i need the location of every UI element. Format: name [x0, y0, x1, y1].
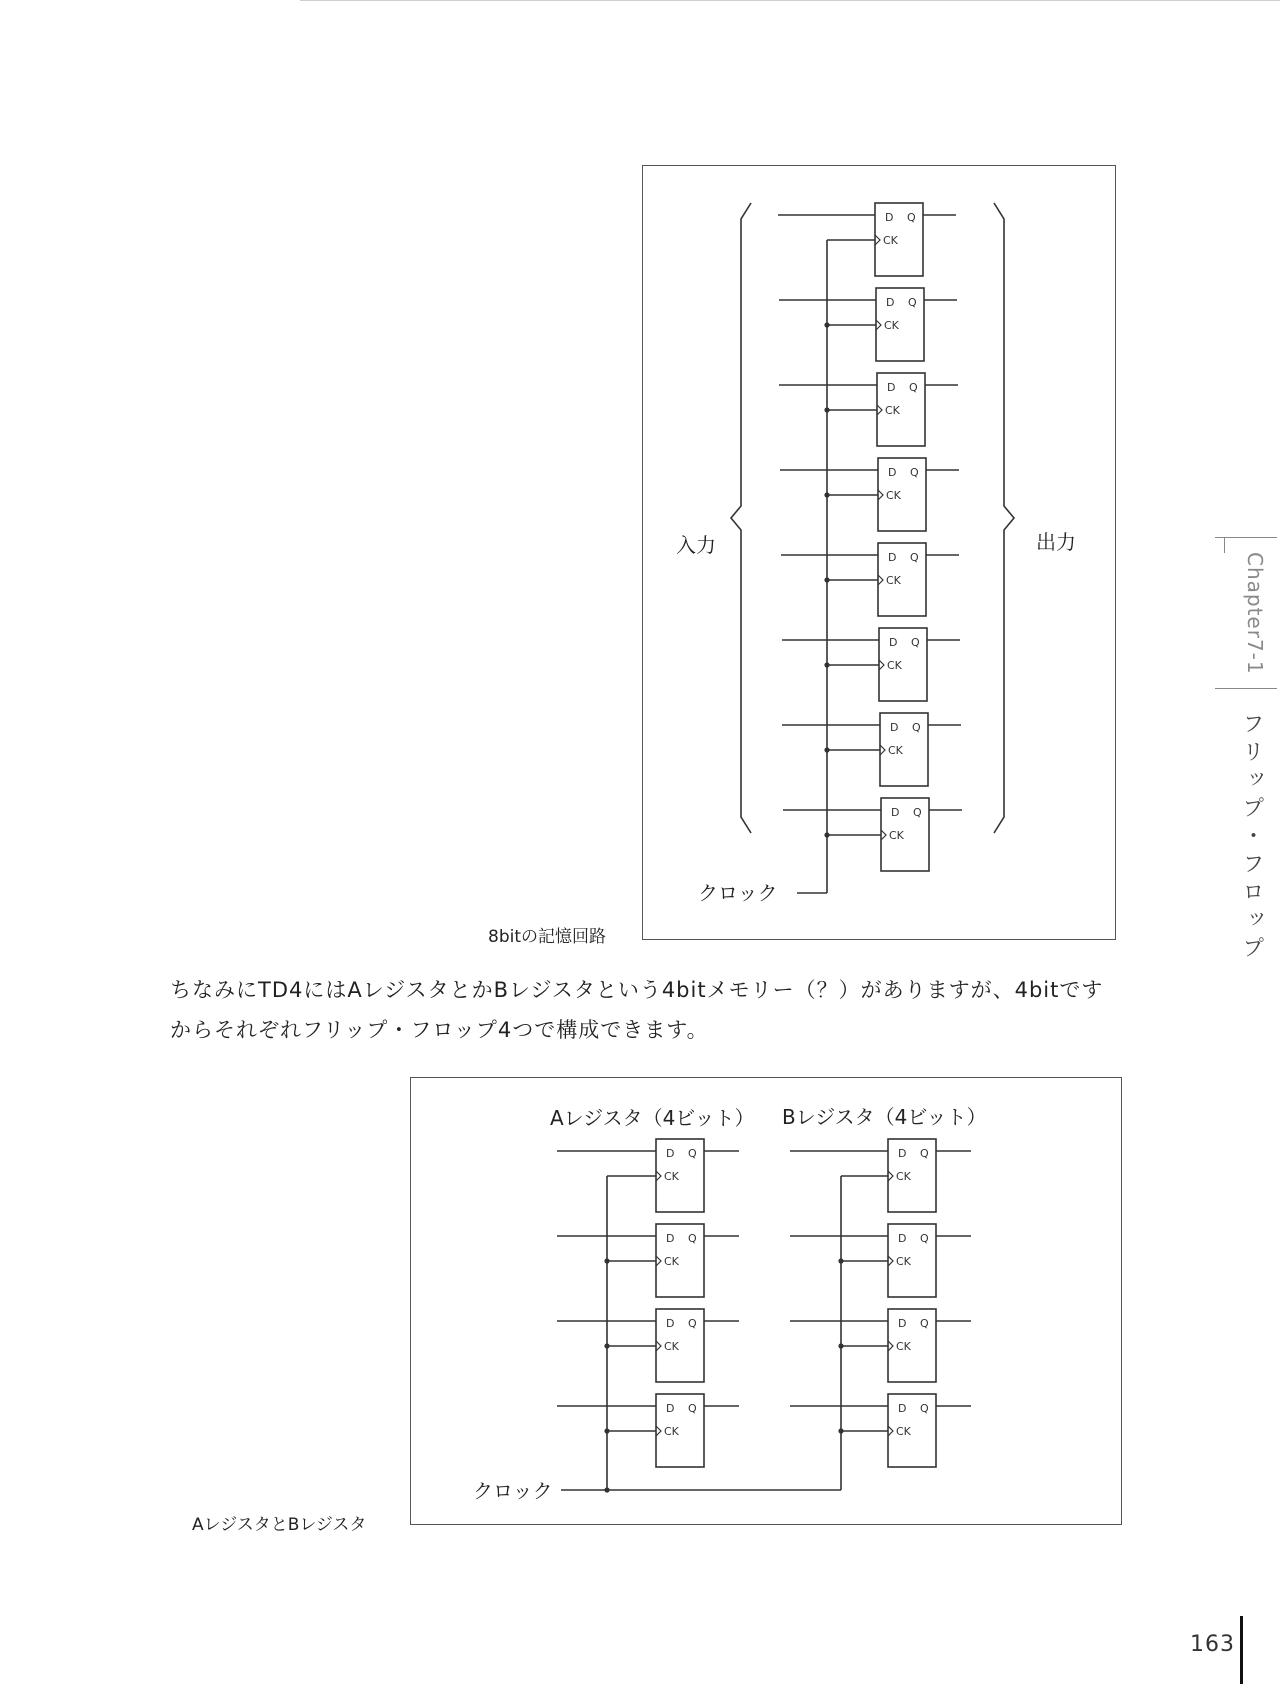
fig2-junction-dot	[604, 1487, 609, 1492]
fig1-pin-ck-label: CK	[887, 659, 902, 672]
side-tab-chapter: Chapter7-1	[1243, 552, 1267, 675]
reg-b-pin-ck-label: CK	[896, 1255, 911, 1268]
fig1-output-label: 出力	[1036, 530, 1076, 554]
fig1-clock-label: クロック	[698, 881, 778, 905]
fig1-pin-q-label: Q	[909, 381, 918, 394]
reg-a-pin-d-label: D	[666, 1232, 675, 1245]
side-tab-title: フリップ・フロップ	[1239, 712, 1264, 964]
fig1-pin-ck-label: CK	[884, 319, 899, 332]
figure-8bit-memory-caption: 8bitの記憶回路	[488, 927, 606, 947]
fig1-pin-q-label: Q	[910, 551, 919, 564]
reg-a-pin-q-label: Q	[688, 1147, 697, 1160]
reg-a-pin-ck-label: CK	[664, 1255, 679, 1268]
fig1-input-label: 入力	[676, 533, 716, 557]
reg-b-pin-q-label: Q	[920, 1317, 929, 1330]
reg-b-pin-ck-label: CK	[896, 1340, 911, 1353]
fig1-pin-q-label: Q	[912, 721, 921, 734]
fig1-pin-d-label: D	[889, 636, 898, 649]
fig1-pin-d-label: D	[888, 466, 897, 479]
reg-b-pin-ck-label: CK	[896, 1425, 911, 1438]
reg-a-pin-q-label: Q	[688, 1232, 697, 1245]
fig1-pin-ck-label: CK	[886, 489, 901, 502]
figure-registers-caption: AレジスタとBレジスタ	[192, 1515, 367, 1535]
fig1-pin-d-label: D	[891, 806, 900, 819]
fig1-pin-d-label: D	[885, 211, 894, 224]
reg-b-pin-q-label: Q	[920, 1147, 929, 1160]
fig1-pin-q-label: Q	[908, 296, 917, 309]
paragraph-line-1: ちなみにTD4にはAレジスタとかBレジスタという4bitメモリー（？）がありますが、4bitです	[170, 978, 1104, 1002]
reg-a-pin-d-label: D	[666, 1402, 675, 1415]
fig1-pin-q-label: Q	[913, 806, 922, 819]
reg-a-pin-d-label: D	[666, 1317, 675, 1330]
reg-b-pin-ck-label: CK	[896, 1170, 911, 1183]
fig2-clock-label: クロック	[473, 1479, 553, 1503]
fig1-pin-ck-label: CK	[889, 829, 904, 842]
reg-a-pin-ck-label: CK	[664, 1425, 679, 1438]
side-tab-divider-middle	[1215, 688, 1277, 689]
reg-b-pin-d-label: D	[898, 1317, 907, 1330]
reg-a-pin-ck-label: CK	[664, 1340, 679, 1353]
fig1-pin-d-label: D	[887, 381, 896, 394]
page-edge-mark	[1240, 1616, 1243, 1684]
reg-b-pin-d-label: D	[898, 1147, 907, 1160]
reg-b-pin-d-label: D	[898, 1402, 907, 1415]
register-b-label: Bレジスタ（4ビット）	[782, 1105, 987, 1129]
fig1-pin-ck-label: CK	[885, 404, 900, 417]
reg-a-pin-ck-label: CK	[664, 1170, 679, 1183]
fig1-pin-d-label: D	[890, 721, 899, 734]
fig1-pin-q-label: Q	[907, 211, 916, 224]
reg-a-pin-q-label: Q	[688, 1317, 697, 1330]
reg-b-pin-d-label: D	[898, 1232, 907, 1245]
fig1-pin-d-label: D	[886, 296, 895, 309]
reg-a-pin-d-label: D	[666, 1147, 675, 1160]
fig1-pin-q-label: Q	[910, 466, 919, 479]
reg-b-pin-q-label: Q	[920, 1402, 929, 1415]
paragraph-line-2: からそれぞれフリップ・フロップ4つで構成できます。	[170, 1018, 709, 1042]
fig1-pin-ck-label: CK	[886, 574, 901, 587]
fig1-pin-d-label: D	[888, 551, 897, 564]
page-number: 163	[1190, 1632, 1235, 1657]
side-tab-tick	[1224, 537, 1225, 553]
reg-b-pin-q-label: Q	[920, 1232, 929, 1245]
fig1-pin-ck-label: CK	[883, 234, 898, 247]
fig1-pin-ck-label: CK	[888, 744, 903, 757]
register-a-label: Aレジスタ（4ビット）	[550, 1106, 755, 1130]
reg-a-pin-q-label: Q	[688, 1402, 697, 1415]
fig1-pin-q-label: Q	[911, 636, 920, 649]
